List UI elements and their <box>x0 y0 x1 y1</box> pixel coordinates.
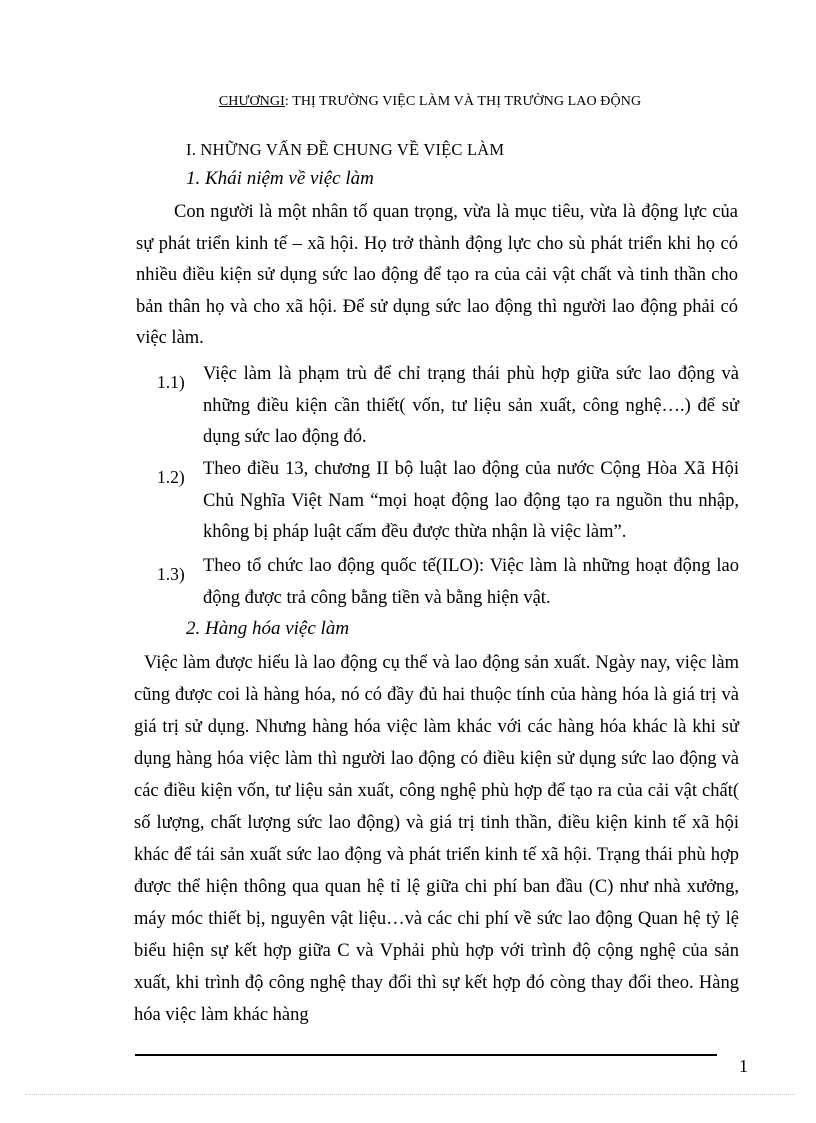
definition-number: 1.2) <box>157 467 185 487</box>
chapter-label: CHƯƠNGI <box>218 94 285 109</box>
chapter-title-text: : THỊ TRƯỜNG VIỆC LÀM VÀ THỊ TRƯỜNG LAO ĐỘNG <box>284 94 642 109</box>
page-number: 1 <box>739 1056 748 1076</box>
subsection-heading-commodity: 2. Hàng hóa việc làm <box>186 618 350 639</box>
definition-number: 1.1) <box>157 372 185 392</box>
page-border <box>25 1094 795 1095</box>
section-heading: I. NHỮNG VẤN ĐỀ CHUNG VỀ VIỆC LÀM <box>186 140 505 159</box>
definition-text: Theo điều 13, chương II bộ luật lao động của nước Cộng Hòa Xã Hội Chủ Nghĩa Việt Nam “mọi hoạt động lao động tạo ra nguồn thu nhập, không bị pháp luật cấm đều được thừa nhận là việc làm”. <box>203 459 739 542</box>
definition-text: Việc làm là phạm trù để chỉ trạng thái phù hợp giữa sức lao động và những điều kiện cần thiết( vốn, tư liệu sản xuất, công nghệ….) để sử dụng sức lao động đó. <box>203 364 739 447</box>
intro-paragraph: Con người là một nhân tố quan trọng, vừa là mục tiêu, vừa là động lực của sự phát triển kinh tế – xã hội. Họ trở thành động lực cho sù phát triển khi họ có nhiều điều kiện sử dụng sức lao động để tạo ra của cải vật chất và tinh thần cho bản thân họ và cho xã hội. Để sử dụng sức lao động thì người lao động phải có việc làm. <box>136 202 738 348</box>
footer-rule <box>135 1054 717 1056</box>
chapter-title <box>22 94 816 110</box>
definition-number: 1.3) <box>157 564 185 584</box>
subsection-heading-concept: 1. Khái niệm về việc làm <box>186 168 374 189</box>
definition-text: Theo tổ chức lao động quốc tế(ILO): Việc làm là những hoạt động lao động được trả công bằng tiền và bằng hiện vật. <box>203 556 739 608</box>
body-paragraph: Việc làm được hiểu là lao động cụ thể và lao động sản xuất. Ngày nay, việc làm cũng được coi là hàng hóa, nó có đầy đủ hai thuộc tính của hàng hóa là giá trị và giá trị sử dụng. Nhưng hàng hóa việc làm khác với các hàng hóa khác là khi sử dụng hàng hóa việc làm thì người lao động có điều kiện sử dụng sức lao động và các điều kiện vốn, tư liệu sản xuất, công nghệ phù hợp để tạo ra của cải vật chất( số lượng, chất lượng sức lao động) và giá trị tinh thần, điều kiện kinh tế xã hội khác để tái sản xuất sức lao động và phát triển kinh tế xã hội. Trạng thái phù hợp được thể hiện thông qua quan hệ tỉ lệ giữa chi phí ban đầu (C) như nhà xưởng, máy móc thiết bị, nguyên vật liệu…và các chi phí về sức lao động Quan hệ tỷ lệ biểu hiện sự kết hợp giữa C và Vphải phù hợp với trình độ cộng nghệ của sản xuất, khi trình độ công nghệ thay đổi thì sự kết hợp đó còng thay đổi theo. Hàng hóa việc làm khác hàng <box>134 653 739 1025</box>
